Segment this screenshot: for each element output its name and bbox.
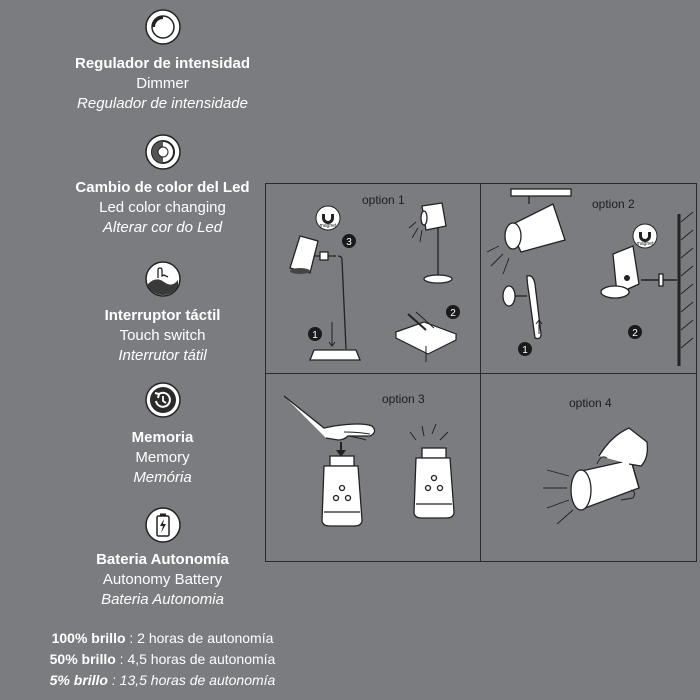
- feature-color-change: [20, 133, 305, 238]
- feature-title-pt: Alterar cor do Led: [102, 219, 223, 236]
- feature-title-en: Dimmer: [136, 75, 189, 92]
- option-3-label: option 3: [382, 392, 425, 406]
- base-mounting-illustration: [396, 312, 456, 362]
- autonomy-line-50: 50% brillo : 4,5 horas de autonomía: [49, 651, 276, 667]
- feature-title-en: Led color changing: [99, 199, 226, 216]
- feature-dimmer: [20, 8, 305, 114]
- floor-lamp-illustration: [409, 203, 452, 283]
- step-2-badge: [446, 305, 460, 319]
- feature-title-pt: Regulador de intensidade: [77, 95, 248, 112]
- feature-title-es: Cambio de color del Led: [75, 179, 250, 196]
- step-1-badge: [518, 342, 532, 356]
- option-1-label: option 1: [362, 193, 405, 207]
- step-1-badge: [308, 327, 322, 341]
- wall-bracket-illustration: [503, 276, 542, 339]
- svg-text:1: 1: [522, 345, 528, 356]
- svg-text:magnet: magnet: [319, 223, 337, 229]
- feature-battery: [20, 506, 305, 610]
- svg-text:2: 2: [450, 308, 456, 319]
- option-1-illustration: [266, 184, 480, 373]
- battery-autonomy-list: [20, 628, 305, 691]
- wall-illustration: [679, 212, 693, 366]
- feature-title-pt: Bateria Autonomia: [101, 591, 224, 608]
- feature-title-en: Autonomy Battery: [102, 571, 223, 588]
- feature-touch-switch: [20, 260, 305, 366]
- feature-title-es: Memoria: [131, 429, 194, 446]
- magnet-icon: [633, 224, 657, 248]
- feature-title-es: Regulador de intensidad: [74, 55, 251, 72]
- feature-title-en: Memory: [135, 449, 190, 466]
- feature-memory: [20, 381, 305, 488]
- color-change-icon: [144, 133, 182, 171]
- feature-title-es: Bateria Autonomía: [96, 551, 229, 568]
- mounting-options-panel: [265, 183, 697, 562]
- option-3-illustration: [266, 374, 480, 561]
- svg-text:1: 1: [312, 330, 318, 341]
- memory-icon: [144, 381, 182, 419]
- feature-title-pt: Interrutor tátil: [118, 347, 207, 364]
- hand-touch-illustration: [284, 396, 375, 440]
- touch-arrow-icon: [336, 442, 346, 457]
- svg-text:3: 3: [346, 237, 352, 248]
- feature-title-es: Interruptor táctil: [104, 307, 221, 324]
- autonomy-line-100: 100% brillo : 2 horas de autonomía: [51, 630, 274, 646]
- option-2-label: option 2: [592, 197, 635, 211]
- lamp-on-illustration: [410, 424, 454, 518]
- option-4-illustration: [481, 374, 696, 561]
- autonomy-line-5: 5% brillo : 13,5 horas de autonomía: [49, 672, 276, 688]
- handheld-lamp-illustration: [543, 428, 647, 524]
- lamp-off-illustration: [322, 456, 362, 526]
- feature-title-pt: Memória: [133, 469, 192, 486]
- option-2-illustration: [481, 184, 696, 373]
- wall-mounted-lamp-illustration: [601, 246, 677, 298]
- battery-icon: [144, 506, 182, 544]
- magnet-icon: [316, 206, 340, 230]
- step-2-badge: [628, 325, 642, 339]
- svg-text:magnet: magnet: [636, 241, 654, 247]
- step-3-badge: [342, 234, 356, 248]
- desk-lamp-illustration: [290, 236, 360, 360]
- feature-title-en: Touch switch: [119, 327, 206, 344]
- svg-text:2: 2: [632, 328, 638, 339]
- option-4-label: option 4: [569, 396, 612, 410]
- dimmer-icon: [144, 8, 182, 46]
- touch-icon: [144, 260, 182, 298]
- track-lamp-illustration: [487, 189, 571, 274]
